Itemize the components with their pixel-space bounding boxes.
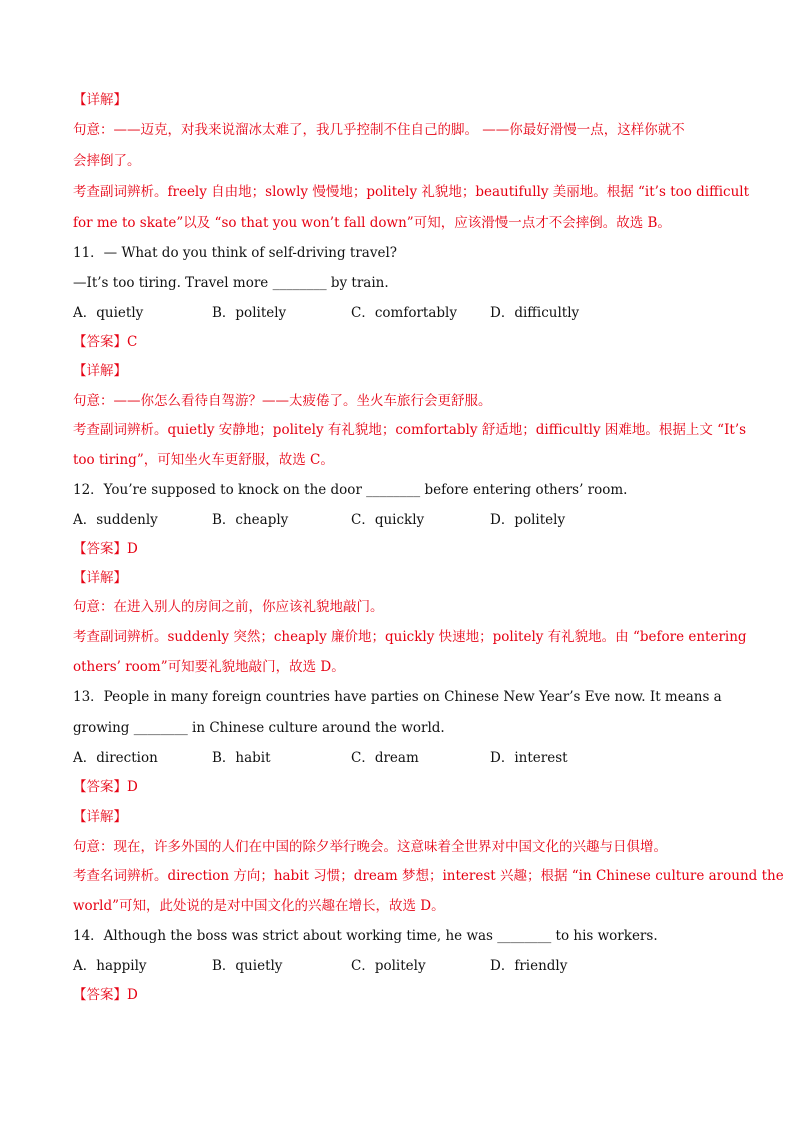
explanation-line: 【详解】 <box>73 363 127 379</box>
answer-option: A．suddenly <box>73 512 158 528</box>
explanation-line: 【答案】C <box>73 334 138 350</box>
answer-option: C．politely <box>351 958 426 974</box>
answer-option: C．quickly <box>351 512 425 528</box>
answer-option: B．habit <box>212 750 271 766</box>
answer-option: A．direction <box>73 750 158 766</box>
question-line: —It’s too tiring. Travel more ________ by train. <box>73 275 389 291</box>
explanation-line: 【答案】D <box>73 779 138 795</box>
explanation-line: 考查名词辨析。direction 方向；habit 习惯；dream 梦想；interest 兴趣；根据 “in Chinese culture around the <box>73 868 784 884</box>
answer-option: A．quietly <box>73 305 144 321</box>
answer-option: C．dream <box>351 750 419 766</box>
explanation-line: 【详解】 <box>73 92 127 108</box>
answer-option: B．quietly <box>212 958 283 974</box>
explanation-line: for me to skate”以及 “so that you won’t fall down”可知，应该滑慢一点才不会摔倒。故选 B。 <box>73 215 671 231</box>
explanation-line: 会摔倒了。 <box>73 153 141 169</box>
answer-option: C．comfortably <box>351 305 457 321</box>
explanation-line: 句意：现在，许多外国的人们在中国的除夕举行晚会。这意味着全世界对中国文化的兴趣与日俱增。 <box>73 839 667 855</box>
explanation-line: 句意：——迈克，对我来说溜冰太难了，我几乎控制不住自己的脚。 ——你最好滑慢一点，这样你就不 <box>73 122 685 138</box>
explanation-line: 考查副词辨析。quietly 安静地；politely 有礼貌地；comfortably 舒适地；difficultly 困难地。根据上文 “It’s <box>73 422 747 438</box>
question-line: 11．— What do you think of self-driving travel? <box>73 245 398 261</box>
explanation-line: 【详解】 <box>73 809 127 825</box>
question-line: 14．Although the boss was strict about working time, he was ________ to his workers. <box>73 928 658 944</box>
question-line: 13．People in many foreign countries have parties on Chinese New Year’s Eve now. It means a <box>73 689 722 705</box>
explanation-line: 句意：——你怎么看待自驾游？——太疲倦了。坐火车旅行会更舒服。 <box>73 393 492 409</box>
explanation-line: 考查副词辨析。suddenly 突然；cheaply 廉价地；quickly 快速地；politely 有礼貌地。由 “before entering <box>73 629 747 645</box>
explanation-line: too tiring”，可知坐火车更舒服，故选 C。 <box>73 452 334 468</box>
explanation-line: 【答案】D <box>73 987 138 1003</box>
question-line: 12．You’re supposed to knock on the door ________ before entering others’ room. <box>73 482 628 498</box>
answer-option: D．difficultly <box>490 305 580 321</box>
answer-option: D．interest <box>490 750 568 766</box>
answer-option: A．happily <box>73 958 147 974</box>
explanation-line: 【详解】 <box>73 570 127 586</box>
answer-option: B．cheaply <box>212 512 289 528</box>
explanation-line: 句意：在进入别人的房间之前，你应该礼貌地敲门。 <box>73 599 384 615</box>
question-line: growing ________ in Chinese culture around the world. <box>73 720 445 736</box>
explanation-line: world”可知，此处说的是对中国文化的兴趣在增长，故选 D。 <box>73 898 445 914</box>
answer-option: D．politely <box>490 512 566 528</box>
explanation-line: others’ room”可知要礼貌地敲门，故选 D。 <box>73 659 345 675</box>
explanation-line: 【答案】D <box>73 541 138 557</box>
answer-option: B．politely <box>212 305 287 321</box>
answer-option: D．friendly <box>490 958 568 974</box>
explanation-line: 考查副词辨析。freely 自由地；slowly 慢慢地；politely 礼貌地；beautifully 美丽地。根据 “it’s too difficult <box>73 184 750 200</box>
